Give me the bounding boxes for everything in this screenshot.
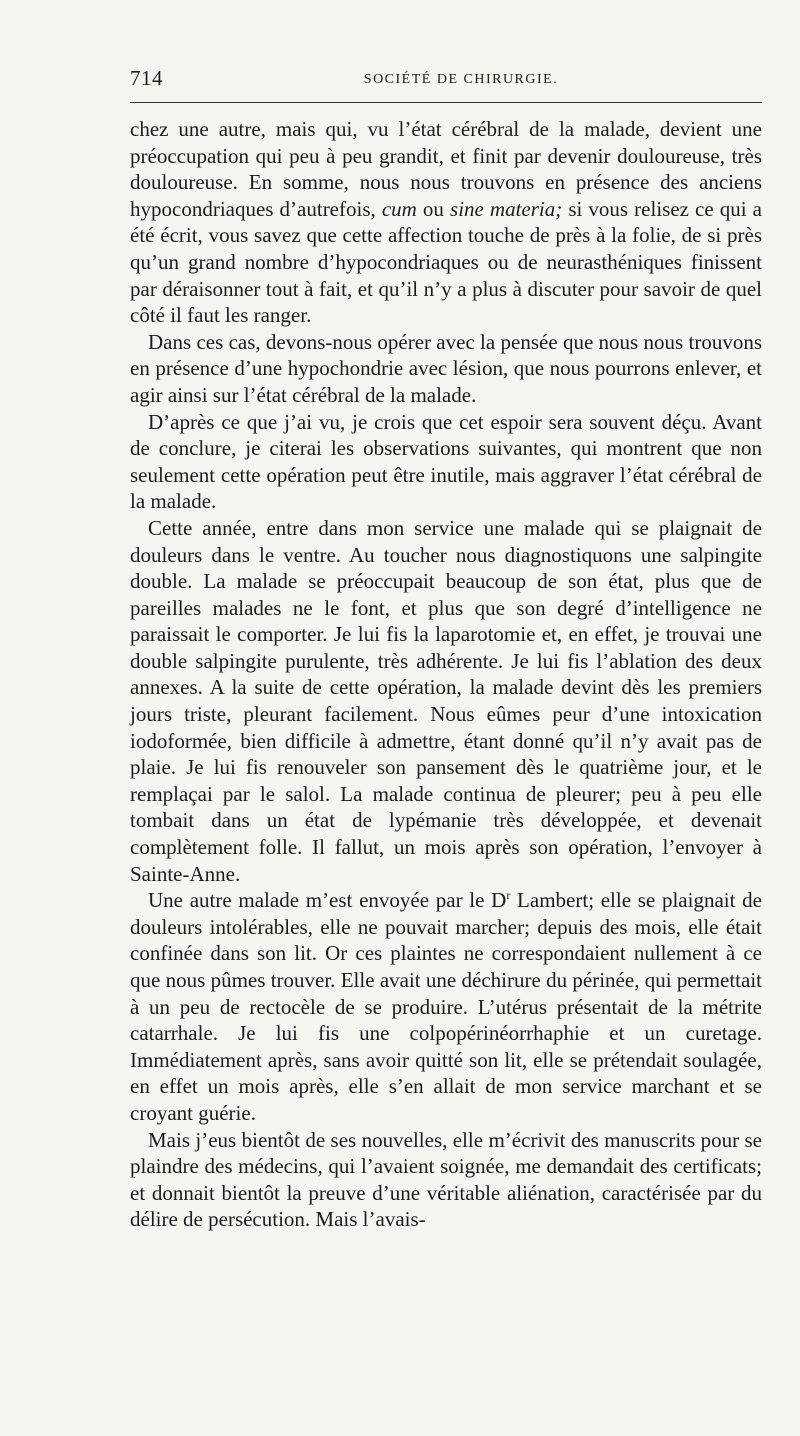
paragraph-2: Dans ces cas, devons-nous opérer avec la pensée que nous nous trouvons en présence d’une hypochondrie avec lésion, que nous pourrons enlever, et agir ainsi sur l’état cérébral de la malade. (130, 329, 762, 407)
paragraph-5 (130, 887, 762, 1126)
paragraph-1-text-c: si vous relisez ce qui a été écrit, vous savez que cette affection touche de près à la folie, de si près qu’un grand nombre d’hypocondriaques ou de neurasthéniques finissent par déraisonner tout à fait, et qu’il n’y a plus à discuter pour savoir de quel côté il faut les ranger. (130, 196, 763, 328)
superscript-r: r (506, 888, 511, 903)
body-text (130, 116, 762, 1233)
italic-cum: cum (381, 196, 417, 221)
running-head: SOCIÉTÉ DE CHIRURGIE. (363, 72, 559, 87)
paragraph-3: D’après ce que j’ai vu, je crois que cet espoir sera souvent déçu. Avant de conclure, je citerai les observations suivantes, qui montrent que non seulement cette opération peut être inutile, mais aggraver l’état cérébral de la malade. (130, 409, 762, 514)
page-header (130, 66, 762, 98)
paragraph-4: Cette année, entre dans mon service une malade qui se plaignait de douleurs dans le ventre. Au toucher nous diagnostiquons une salpingite double. La malade se préoccupait beaucoup de son état, plus que de pareilles malades ne le font, et plus que son degré d’intelligence ne paraissait le comporter. Je lui fis la laparotomie et, en effet, je trouvai une double salpingite purulente, très adhérente. Je lui fis l’ablation des deux annexes. A la suite de cette opération, la malade devint dès les premiers jours triste, pleurant facilement. Nous eûmes peur d’une intoxication iodoformée, bien difficile à admettre, étant donné qu’il n’y avait pas de plaie. Je lui fis renouveler son pansement dès le quatrième jour, et le remplaçai par le salol. La malade continua de pleurer; peu à peu elle tombait dans un état de lypémanie très développée, et devenait complètement folle. Il fallut, un mois après son opération, l’envoyer à Sainte-Anne. (130, 515, 762, 886)
paragraph-1-text-b: ou (416, 196, 451, 221)
italic-sine-materia: sine materia; (450, 196, 563, 221)
paragraph-5-text-a: Une autre malade m’est envoyée par le D (148, 888, 507, 913)
paragraph-6: Mais j’eus bientôt de ses nouvelles, elle m’écrivit des manuscrits pour se plaindre des médecins, qui l’avaient soignée, me demandait des certificats; et donnait bientôt la preuve d’une véritable aliénation, caractérisée par du délire de persécution. Mais l’avais- (130, 1127, 762, 1232)
paragraph-5-text-b: Lambert; elle se plaignait de douleurs intolérables, elle ne pouvait marcher; depuis des mois, elle était confinée dans son lit. Or ces plaintes ne correspondaient nullement à ce que nous pûmes trouver. Elle avait une déchirure du périnée, qui permettait à un peu de rectocèle de se produire. L’utérus présentait de la métrite catarrhale. Je lui fis une colpopérinéorrhaphie et un curetage. Immédiatement après, sans avoir quitté son lit, elle se prétendait soulagée, en effet un mois après, elle s’en allait de mon service marchant et se croyant guérie. (130, 888, 762, 1125)
paragraph-1 (130, 116, 762, 329)
page-number: 714 (130, 66, 163, 90)
header-rule (130, 102, 762, 103)
paragraph-1-text-a: chez une autre, mais qui, vu l’état cérébral de la malade, devient une préoccupation qui peu à peu grandit, et finit par devenir douloureuse, très douloureuse. En somme, nous nous trouvons en présence des anciens hypocondriaques d’autrefois, (130, 117, 762, 221)
